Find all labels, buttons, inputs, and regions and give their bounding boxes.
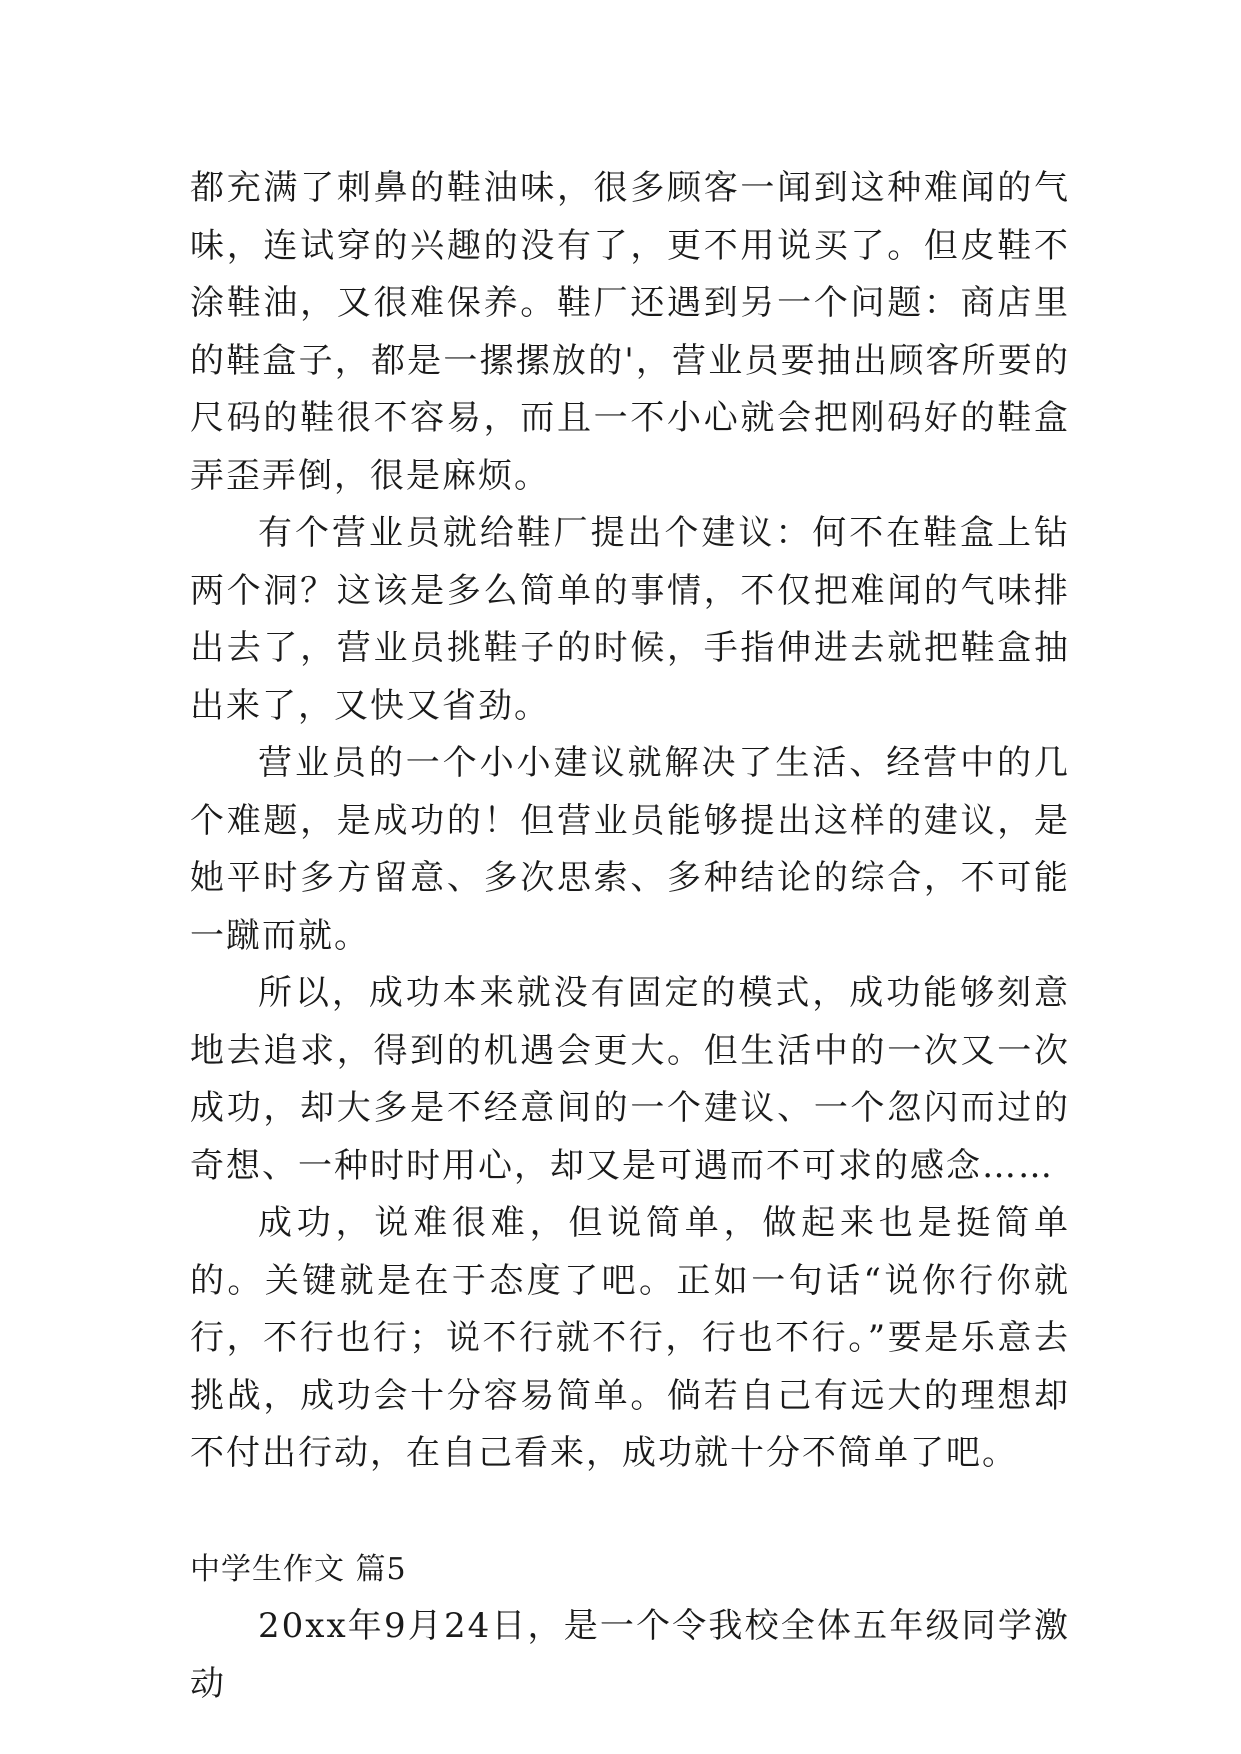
paragraph-4: 所以，成功本来就没有固定的模式，成功能够刻意地去追求，得到的机遇会更大。但生活中的一次又一次成功，却大多是不经意间的一个建议、一个忽闪而过的奇想、一种时时用心，却又是可遇而不可求的感念……: [190, 973, 1070, 1186]
section-heading: 中学生作文 篇5: [190, 1551, 407, 1587]
paragraph-3: 营业员的一个小小建议就解决了生活、经营中的几个难题，是成功的！但营业员能够提出这样的建议，是她平时多方留意、多次思索、多种结论的综合，不可能一蹴而就。: [190, 743, 1070, 956]
document-body: [190, 160, 1070, 1713]
section-paragraph-1: 20xx年9月24日，是一个令我校全体五年级同学激动: [190, 1606, 1070, 1704]
paragraph-1: 都充满了刺鼻的鞋油味，很多顾客一闻到这种难闻的气味，连试穿的兴趣的没有了，更不用说买了。但皮鞋不涂鞋油，又很难保养。鞋厂还遇到另一个问题：商店里的鞋盒子，都是一摞摞放的'，营业员要抽出顾客所要的尺码的鞋很不容易，而且一不小心就会把刚码好的鞋盒弄歪弄倒，很是麻烦。: [190, 168, 1070, 496]
paragraph-5: 成功，说难很难，但说简单，做起来也是挺简单的。关键就是在于态度了吧。正如一句话“说你行你就行，不行也行；说不行就不行，行也不行。”要是乐意去挑战，成功会十分容易简单。倘若自己有远大的理想却不付出行动，在自己看来，成功就十分不简单了吧。: [190, 1203, 1070, 1473]
paragraph-2: 有个营业员就给鞋厂提出个建议：何不在鞋盒上钻两个洞？这该是多么简单的事情，不仅把难闻的气味排出去了，营业员挑鞋子的时候，手指伸进去就把鞋盒抽出来了，又快又省劲。: [190, 513, 1070, 726]
